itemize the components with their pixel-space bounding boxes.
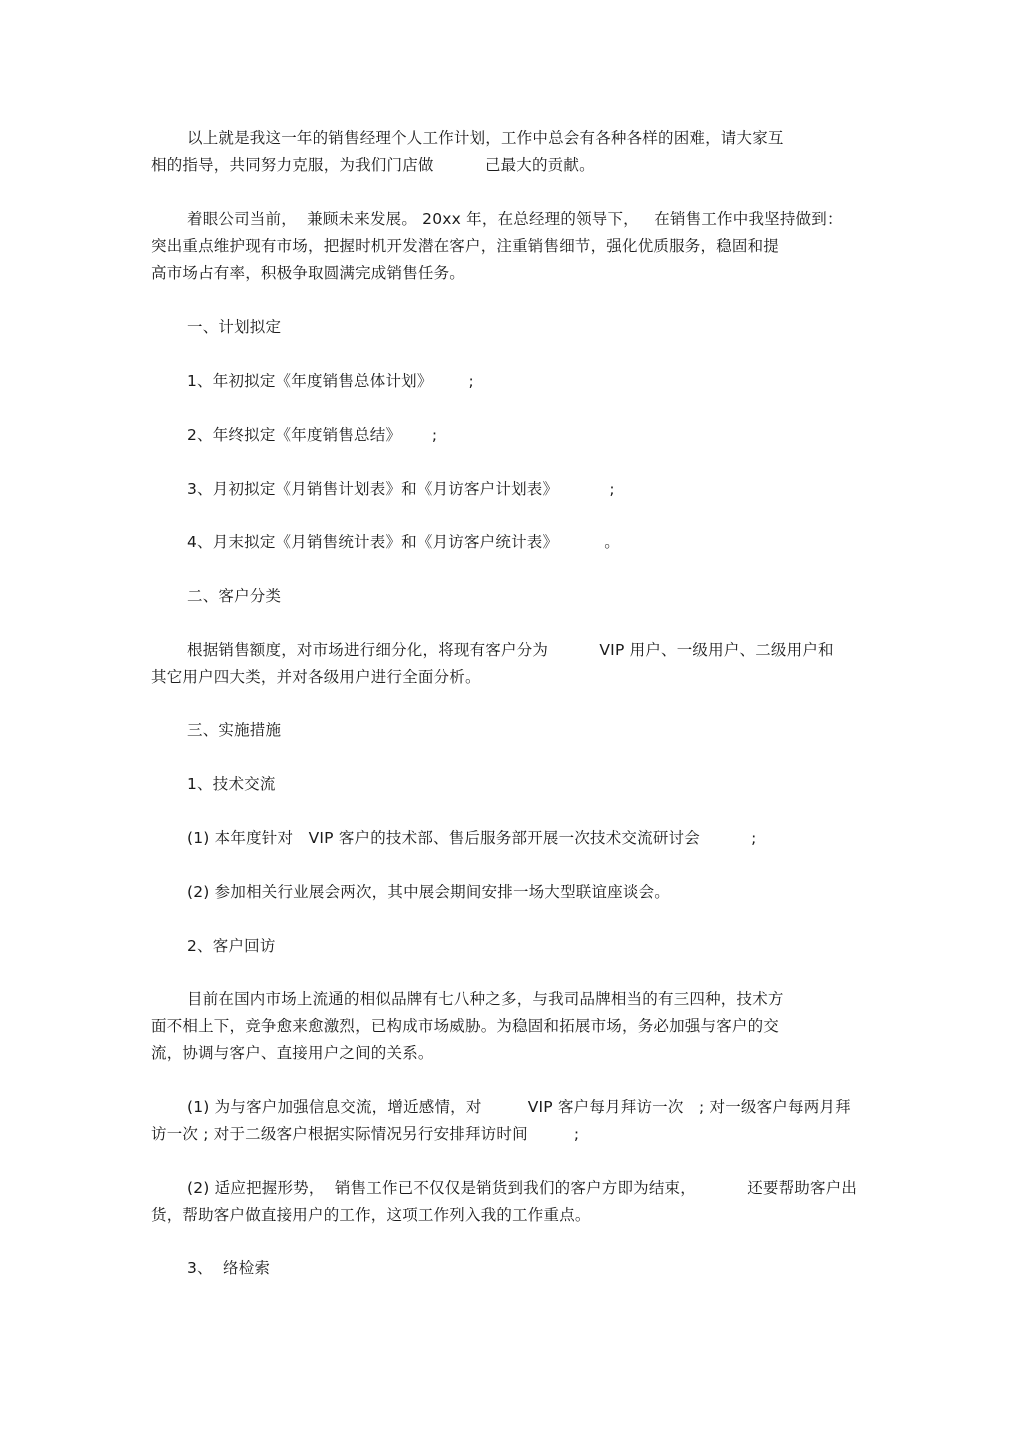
plan-item-2: 2、年终拟定《年度销售总结》 ; — [187, 426, 438, 444]
visit-item-1-line-1: (1) 为与客户加强信息交流，增近感情，对 VIP 客户每月拜访一次 ; 对一级客户每两月拜 — [187, 1098, 851, 1116]
tech-item-2: (2) 参加相关行业展会两次，其中展会期间安排一场大型联谊座谈会。 — [187, 883, 670, 901]
paragraph-market-line-2: 面不相上下，竞争愈来愈激烈，已构成市场威胁。为稳固和拓展市场，务必加强与客户的交 — [151, 1017, 780, 1035]
plan-item-3: 3、月初拟定《月销售计划表》和《月访客户计划表》 ; — [187, 480, 615, 498]
plan-item-1: 1、年初拟定《年度销售总体计划》 ; — [187, 372, 474, 390]
visit-item-1-line-2: 访一次 ; 对于二级客户根据实际情况另行安排拜访时间 ; — [151, 1125, 580, 1143]
paragraph-customers-line-1: 根据销售额度，对市场进行细分化，将现有客户分为 VIP 用户、一级用户、二级用户和 — [187, 641, 834, 659]
subheading-tech-exchange: 1、技术交流 — [187, 775, 276, 793]
subheading-customer-visits: 2、客户回访 — [187, 937, 276, 955]
paragraph-conclusion-line-2: 相的指导，共同努力克服，为我们门店做 己最大的贡献。 — [151, 156, 595, 174]
visit-item-2-line-1: (2) 适应把握形势， 销售工作已不仅仅是销货到我们的客户方即为结束， 还要帮助客户出 — [187, 1179, 858, 1197]
paragraph-market-line-1: 目前在国内市场上流通的相似品牌有七八种之多，与我司品牌相当的有三四种，技术方 — [187, 990, 784, 1008]
paragraph-conclusion-line-1: 以上就是我这一年的销售经理个人工作计划，工作中总会有各种各样的困难，请大家互 — [187, 129, 784, 147]
plan-item-4: 4、月末拟定《月销售统计表》和《月访客户统计表》 。 — [187, 533, 621, 551]
tech-item-1: (1) 本年度针对 VIP 客户的技术部、售后服务部开展一次技术交流研讨会 ; — [187, 829, 757, 847]
paragraph-intro-line-3: 高市场占有率，积极争取圆满完成销售任务。 — [151, 264, 466, 282]
visit-item-2-line-2: 货，帮助客户做直接用户的工作，这项工作列入我的工作重点。 — [151, 1206, 591, 1224]
paragraph-intro-line-2: 突出重点维护现有市场，把握时机开发潜在客户，注重销售细节，强化优质服务，稳固和提 — [151, 237, 780, 255]
section-heading-customers: 二、客户分类 — [187, 587, 282, 605]
section-heading-measures: 三、实施措施 — [187, 721, 282, 739]
subheading-network-search: 3、 络检索 — [187, 1259, 271, 1277]
paragraph-market-line-3: 流，协调与客户、直接用户之间的关系。 — [151, 1044, 434, 1062]
paragraph-customers-line-2: 其它用户四大类，并对各级用户进行全面分析。 — [151, 668, 481, 686]
section-heading-plan: 一、计划拟定 — [187, 318, 282, 336]
paragraph-intro-line-1: 着眼公司当前， 兼顾未来发展。 20xx 年，在总经理的领导下， 在销售工作中我坚持做到： — [187, 210, 843, 228]
